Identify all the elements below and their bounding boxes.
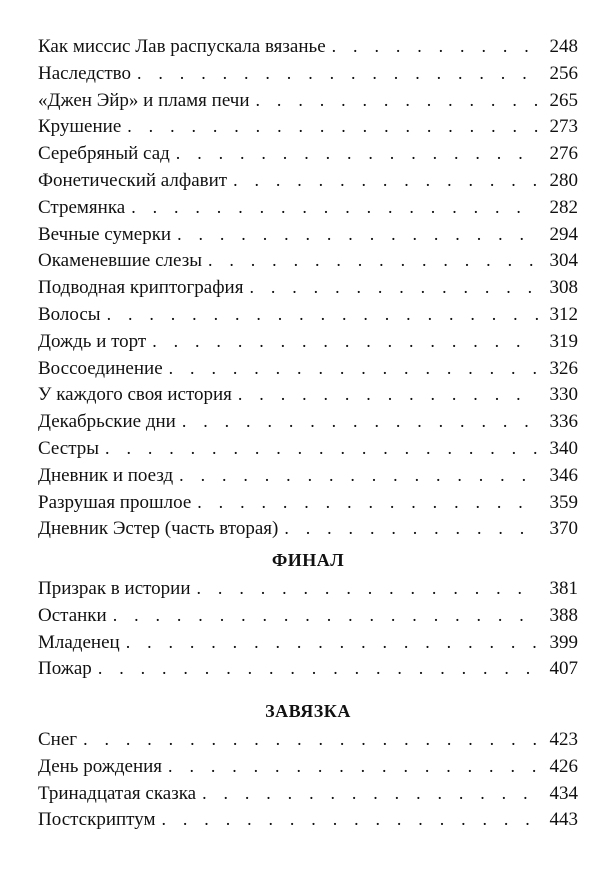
dot-leader: [169, 355, 538, 382]
dot-leader: [126, 629, 538, 656]
toc-entry: [38, 274, 578, 301]
dot-leader: [197, 489, 538, 516]
toc-entry: [38, 489, 578, 516]
entry-page: 407: [549, 658, 578, 680]
entry-title: Останки: [38, 604, 107, 626]
dot-leader: [238, 381, 538, 408]
dot-leader: [182, 408, 538, 435]
entry-page: 248: [549, 36, 578, 57]
entry-title: Постскриптум: [38, 809, 156, 831]
toc-entry: [38, 435, 578, 462]
toc-entry: [38, 381, 578, 408]
entry-page: 346: [549, 464, 578, 486]
entry-title: Серебряный сад: [38, 143, 170, 165]
dot-leader: [179, 462, 538, 489]
entry-page: 276: [549, 143, 578, 165]
entry-title: Дневник Эстер (часть вторая): [38, 518, 279, 540]
toc-entry: [38, 655, 578, 682]
entry-title: Пожар: [38, 658, 92, 680]
entry-page: 273: [549, 116, 578, 138]
toc-entry: [38, 726, 578, 753]
entry-page: 388: [549, 604, 578, 626]
entry-title: Снег: [38, 729, 78, 750]
entry-page: 423: [549, 729, 578, 750]
dot-leader: [98, 655, 538, 682]
entry-page: 282: [549, 196, 578, 218]
dot-leader: [105, 435, 538, 462]
dot-leader: [127, 113, 538, 140]
toc-section-main: [38, 33, 578, 542]
entry-title: Стремянка: [38, 196, 126, 218]
toc-entry: [38, 355, 578, 382]
toc-entry: [38, 221, 578, 248]
toc-entry: [38, 301, 578, 328]
toc-section-final: [38, 545, 578, 682]
entry-page: 312: [549, 303, 578, 325]
entry-page: 319: [549, 330, 578, 352]
dot-leader: [113, 602, 538, 629]
dot-leader: [131, 194, 538, 221]
section-heading: ЗАВЯЗКА: [265, 701, 351, 721]
entry-title: Подводная криптография: [38, 277, 244, 299]
toc-entry: [38, 602, 578, 629]
dot-leader: [197, 575, 538, 602]
dot-leader: [83, 726, 538, 753]
entry-page: 265: [549, 89, 578, 111]
entry-page: 280: [549, 169, 578, 191]
toc-entry: [38, 462, 578, 489]
entry-page: 370: [549, 518, 578, 540]
toc-entry: [38, 87, 578, 114]
dot-leader: [202, 780, 538, 807]
entry-title: Окаменевшие слезы: [38, 250, 202, 272]
entry-title: Как миссис Лав распускала вязанье: [38, 36, 326, 57]
entry-title: «Джен Эйр» и пламя печи: [38, 89, 250, 111]
entry-title: День рождения: [38, 755, 163, 777]
entry-title: Тринадцатая сказка: [38, 782, 197, 804]
entry-title: Декабрьские дни: [38, 411, 176, 433]
entry-title: Сестры: [38, 437, 100, 459]
dot-leader: [177, 221, 538, 248]
toc-entry: [38, 515, 578, 542]
entry-page: 340: [549, 437, 578, 459]
dot-leader: [332, 33, 538, 60]
entry-title: Фонетический алфавит: [38, 169, 228, 191]
toc-entry: [38, 247, 578, 274]
entry-page: 336: [549, 411, 578, 433]
entry-title: Дневник и поезд: [38, 464, 174, 486]
toc-entry: [38, 629, 578, 656]
entry-page: 330: [549, 384, 578, 406]
toc-section-plot: [38, 696, 578, 833]
toc-entry: [38, 753, 578, 780]
toc-entry: [38, 328, 578, 355]
entry-title: Вечные сумерки: [38, 223, 172, 245]
entry-page: 308: [549, 277, 578, 299]
entry-page: 426: [549, 755, 578, 777]
toc-entry: [38, 140, 578, 167]
dot-leader: [176, 140, 538, 167]
entry-title: Разрушая прошлое: [38, 491, 192, 513]
entry-page: 399: [549, 631, 578, 653]
entry-page: 359: [549, 491, 578, 513]
dot-leader: [284, 515, 538, 542]
entry-title: Воссоединение: [38, 357, 163, 379]
toc-entry: [38, 33, 578, 60]
toc-entry: [38, 806, 578, 833]
dot-leader: [137, 60, 538, 87]
section-heading: ФИНАЛ: [271, 550, 345, 570]
toc-entry: [38, 167, 578, 194]
dot-leader: [168, 753, 538, 780]
entry-page: 326: [549, 357, 578, 379]
entry-title: Дождь и торт: [38, 330, 147, 352]
entry-page: 304: [549, 250, 578, 272]
entry-page: 443: [549, 809, 578, 831]
entry-title: Призрак в истории: [38, 578, 191, 599]
dot-leader: [256, 87, 538, 114]
entry-page: 256: [549, 62, 578, 84]
entry-title: Крушение: [38, 116, 122, 138]
dot-leader: [162, 806, 539, 833]
entry-title: Волосы: [38, 303, 101, 325]
toc-entry: [38, 194, 578, 221]
toc-entry: [38, 575, 578, 602]
entry-page: 434: [549, 782, 578, 804]
dot-leader: [249, 274, 538, 301]
entry-page: 294: [549, 223, 578, 245]
dot-leader: [233, 167, 538, 194]
dot-leader: [107, 301, 538, 328]
entry-title: Наследство: [38, 62, 131, 84]
toc-entry: [38, 780, 578, 807]
dot-leader: [152, 328, 538, 355]
entry-title: Младенец: [38, 631, 120, 653]
toc-entry: [38, 408, 578, 435]
dot-leader: [208, 247, 538, 274]
entry-page: 381: [549, 578, 578, 599]
toc-entry: [38, 113, 578, 140]
entry-title: У каждого своя история: [38, 384, 232, 406]
toc-entry: [38, 60, 578, 87]
